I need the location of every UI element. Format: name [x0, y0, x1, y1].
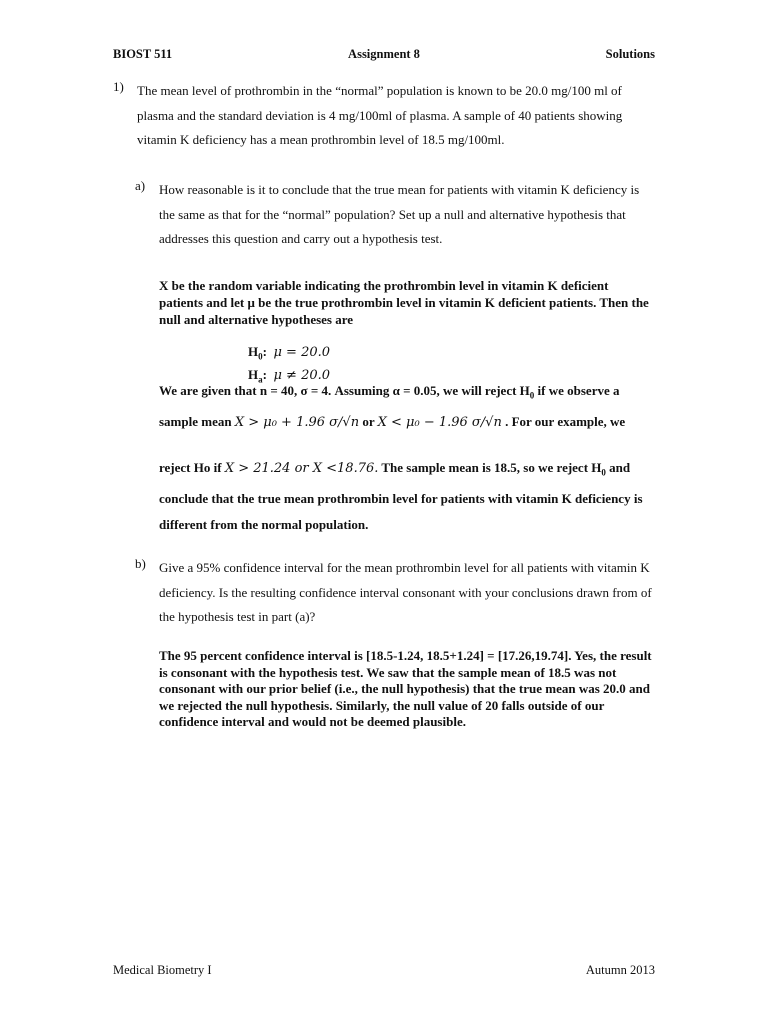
part-b-question: [135, 556, 655, 630]
given-statement: We are given that n = 40, σ = 4. Assuming α = 0.05, we will reject $H_0$ if we observe a: [159, 383, 620, 401]
solutions-label: Solutions: [605, 47, 655, 61]
lower-critical-expr: X < μ₀ − 1.96 σ/√n: [377, 415, 502, 430]
part-b-answer: The 95 percent confidence interval is [18.5-1.24, 18.5+1.24] = [17.26,19.74]. Yes, the result is consonant with the hypothesis test. We saw that the sample mean of 18.5 was not consonant with our prior belief (i.e., the null hypothesis) that the true mean was 20.0 and we rejected the null hypothesis. Similarly, the null value of 20 falls outside of our confidence interval and would not be deemed plausible.: [159, 648, 652, 729]
rejection-conclusion: reject Ho if X > 21.24 or X <18.76. The sample mean is 18.5, so we reject $H_0$ and conclude that the true mean prothrombin level for patients with vitamin K deficiency is different from the normal population.: [159, 460, 643, 532]
null-hypothesis: $H_0$: μ = 20.0: [248, 344, 331, 362]
part-b-label: b): [135, 556, 146, 571]
term: Autumn 2013: [585, 963, 655, 977]
upper-critical-expr: X > μ₀ + 1.96 σ/√n: [234, 415, 360, 430]
course-name: Medical Biometry I: [113, 963, 212, 977]
alternative-hypothesis-expr: μ ≠ 20.0: [273, 367, 331, 383]
rejection-rule: sample mean X > μ₀ + 1.96 σ/√n or X < μ₀ − 1.96 σ/√n . For our example, we: [159, 414, 626, 430]
assignment-title: Assignment 8: [348, 47, 420, 61]
question-1: [113, 79, 655, 153]
rejection-region-expr: X > 21.24 or X <18.76.: [224, 461, 379, 476]
part-b-text: Give a 95% confidence interval for the mean prothrombin level for all patients with vitamin K deficiency. Is the resulting confidence interval consonant with your conclusions drawn from of the hypothesis test in part (a)?: [159, 560, 652, 624]
alternative-hypothesis: $H_a$: μ ≠ 20.0: [248, 366, 331, 385]
page-header: [113, 47, 655, 63]
question-text: The mean level of prothrombin in the “normal” population is known to be 20.0 mg/100 ml of plasma and the standard deviation is 4 mg/100ml of plasma. A sample of 40 patients showing vitamin K deficiency has a mean prothrombin level of 18.5 mg/100ml.: [137, 83, 623, 147]
part-a-label: a): [135, 178, 146, 193]
conclusion-text: conclude that the true mean prothrombin level for patients with vitamin K deficiency is different from the normal population.: [159, 490, 643, 532]
question-number: 1): [113, 79, 124, 94]
course-code: BIOST 511: [113, 47, 173, 61]
part-a-text: How reasonable is it to conclude that the true mean for patients with vitamin K deficiency is the same as that for the “normal” population? Set up a null and alternative hypothesis that addresses this question and carry out a hypothesis test.: [159, 182, 640, 246]
part-a-answer-intro: X be the random variable indicating the prothrombin level in vitamin K deficient patients and let μ be the true prothrombin level in vitamin K deficient patients. Then the null and alternative hypotheses are: [159, 278, 649, 327]
null-hypothesis-expr: μ = 20.0: [273, 345, 331, 360]
hypotheses: [248, 343, 330, 388]
part-a-question: [135, 178, 655, 252]
